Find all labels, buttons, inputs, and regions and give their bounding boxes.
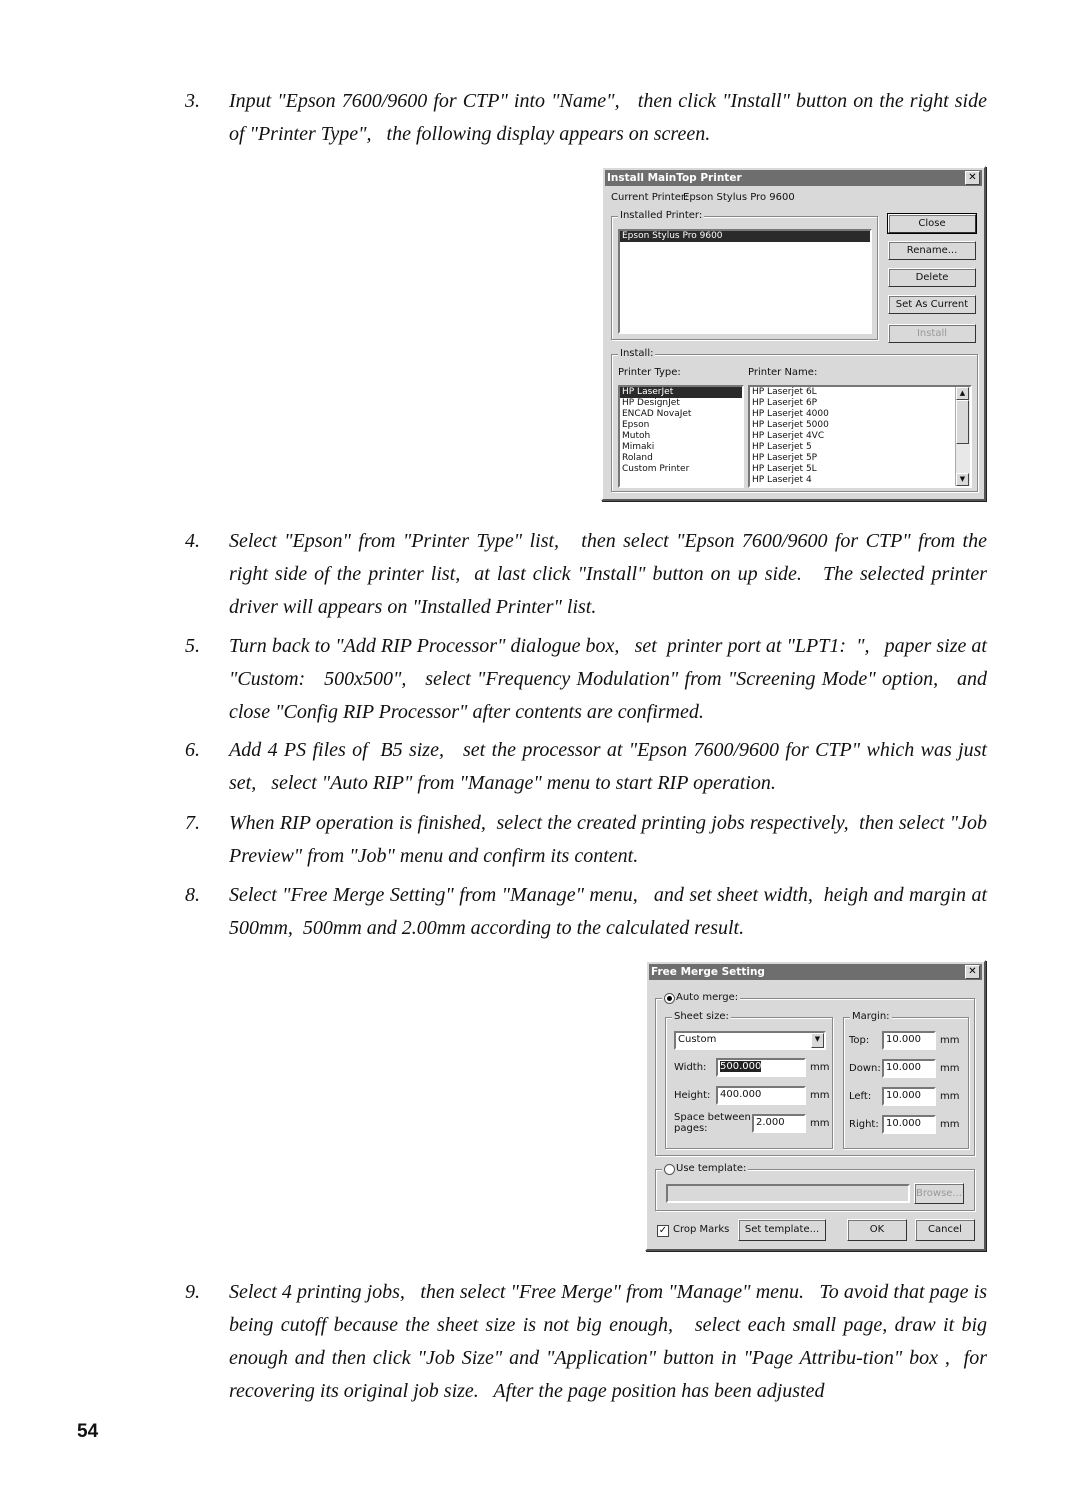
list-item[interactable]: HP Laserjet 5 — [752, 442, 812, 452]
sheet-size-value: Custom — [678, 1034, 717, 1045]
installed-printer-group — [611, 210, 878, 340]
scroll-down-icon[interactable]: ▼ — [956, 473, 969, 486]
step-5 — [185, 630, 987, 729]
printer-name-label: Printer Name: — [748, 367, 818, 378]
step-text: Input "Epson 7600/9600 for CTP" into "Name", then click "Install" button on the right side of "Printer Type", the following display appears on screen. — [229, 90, 987, 145]
list-item[interactable]: HP Laserjet 5000 — [752, 420, 829, 430]
set-as-current-button[interactable]: Set As Current — [888, 295, 976, 314]
ok-button[interactable]: OK — [847, 1219, 907, 1241]
down-field[interactable]: 10.000 — [882, 1059, 936, 1078]
printer-name-list[interactable] — [748, 385, 972, 488]
left-field[interactable]: 10.000 — [882, 1087, 936, 1106]
step-text: Turn back to "Add RIP Processor" dialogue box, set printer port at "LPT1: ", paper size at "Custom: 500x500", select "Frequency Modulation" from "Screening Mode" option, and close "Config RIP Processor" after contents are confirmed. — [229, 635, 987, 723]
sheet-size-select[interactable] — [674, 1031, 826, 1050]
space-between-label: Space between pages: — [674, 1112, 751, 1134]
browse-button[interactable]: Browse... — [914, 1183, 964, 1204]
auto-merge-group — [655, 992, 975, 1156]
auto-merge-legend — [662, 992, 740, 1003]
auto-merge-radio[interactable] — [664, 993, 675, 1004]
list-item[interactable]: Mutoh — [622, 431, 651, 441]
use-template-label: Use template: — [676, 1163, 747, 1174]
list-item[interactable]: HP Laserjet 4000 — [752, 409, 829, 419]
dialog-title: Install MainTop Printer — [607, 172, 742, 184]
top-label: Top: — [849, 1035, 870, 1046]
install-legend: Install: — [620, 348, 654, 359]
step-text: Select "Free Merge Setting" from "Manage" menu, and set sheet width, heigh and margin at 500mm, 500mm and 2.00mm according to the calculated result. — [229, 884, 987, 939]
margin-group — [843, 1011, 969, 1149]
height-label: Height: — [674, 1090, 711, 1101]
list-item[interactable]: HP Laserjet 5L — [752, 464, 817, 474]
printer-type-label: Printer Type: — [618, 367, 681, 378]
list-item[interactable]: HP Laserjet 5P — [752, 453, 818, 463]
width-label: Width: — [674, 1062, 707, 1073]
installed-printer-legend: Installed Printer: — [620, 210, 703, 221]
width-field[interactable] — [716, 1058, 806, 1077]
margin-legend: Margin: — [852, 1011, 890, 1022]
delete-button[interactable]: Delete — [888, 268, 976, 287]
step-number: 9. — [185, 1281, 200, 1303]
unit-label: mm — [810, 1118, 830, 1129]
step-4 — [185, 525, 987, 624]
right-field[interactable]: 10.000 — [882, 1115, 936, 1134]
height-field[interactable]: 400.000 — [716, 1086, 806, 1105]
set-template-button[interactable]: Set template... — [738, 1219, 826, 1241]
dialog-titlebar — [605, 170, 982, 186]
list-item[interactable]: Roland — [622, 453, 653, 463]
sheet-size-group — [665, 1011, 833, 1149]
step-number: 6. — [185, 739, 200, 761]
rename-button[interactable]: Rename... — [888, 241, 976, 260]
free-merge-dialog — [645, 960, 986, 1251]
step-3 — [185, 85, 987, 151]
unit-label: mm — [940, 1063, 960, 1074]
sheet-size-legend: Sheet size: — [674, 1011, 729, 1022]
step-7 — [185, 807, 987, 873]
printer-type-list[interactable] — [618, 385, 744, 488]
use-template-radio[interactable] — [664, 1164, 675, 1175]
list-item[interactable]: Custom Printer — [622, 464, 690, 474]
list-item[interactable]: HP Laserjet 6P — [752, 398, 818, 408]
step-text: Select 4 printing jobs, then select "Free Merge" from "Manage" menu. To avoid that page is being cutoff because the sheet size is not big enough, select each small page, draw it big enough and then click "Job Size" and "Application" button in "Page Attribu-tion" box , for recovering its original job size. After the page position has been adjusted — [229, 1281, 987, 1402]
list-item[interactable]: Epson — [622, 420, 650, 430]
use-template-legend — [662, 1163, 748, 1174]
list-item[interactable]: ENCAD NovaJet — [622, 409, 692, 419]
close-icon[interactable]: ✕ — [965, 965, 980, 979]
step-6 — [185, 734, 987, 800]
unit-label: mm — [940, 1091, 960, 1102]
down-label: Down: — [849, 1063, 881, 1074]
list-item[interactable]: HP Laserjet 4VC — [752, 431, 825, 441]
step-number: 4. — [185, 530, 200, 552]
template-path-field[interactable] — [666, 1184, 910, 1203]
right-label: Right: — [849, 1119, 879, 1130]
step-number: 3. — [185, 90, 200, 112]
crop-marks-label: Crop Marks — [673, 1224, 730, 1235]
current-printer-label: Current Printer: — [611, 192, 689, 203]
cancel-button[interactable]: Cancel — [915, 1219, 975, 1241]
step-8 — [185, 879, 987, 945]
unit-label: mm — [940, 1119, 960, 1130]
scrollbar[interactable] — [955, 387, 970, 486]
crop-marks-checkbox[interactable]: ✓ — [658, 1225, 668, 1236]
left-label: Left: — [849, 1091, 872, 1102]
list-item[interactable]: HP Laserjet 4 — [752, 475, 812, 485]
step-text: Select "Epson" from "Printer Type" list, then select "Epson 7600/9600 for CTP" from the right side of the printer list, at last click "Install" button on up side. The selected printer driver will appears on "Installed Printer" list. — [229, 530, 987, 618]
list-item[interactable]: Epson Stylus Pro 9600 — [620, 231, 870, 242]
dialog-titlebar — [649, 964, 982, 980]
list-item[interactable]: HP LaserJet — [620, 387, 742, 398]
list-item[interactable]: HP Laserjet 6L — [752, 387, 817, 397]
use-template-group — [655, 1163, 975, 1211]
scroll-thumb[interactable] — [956, 400, 969, 444]
unit-label: mm — [810, 1090, 830, 1101]
install-printer-dialog — [601, 166, 986, 501]
step-number: 5. — [185, 635, 200, 657]
list-item[interactable]: HP DesignJet — [622, 398, 680, 408]
unit-label: mm — [810, 1062, 830, 1073]
close-icon[interactable]: ✕ — [965, 171, 980, 185]
step-text: Add 4 PS files of B5 size, set the processor at "Epson 7600/9600 for CTP" which was just set, select "Auto RIP" from "Manage" menu to start RIP operation. — [229, 739, 987, 794]
current-printer-value: Epson Stylus Pro 9600 — [683, 192, 795, 203]
top-field[interactable]: 10.000 — [882, 1031, 936, 1050]
chevron-down-icon[interactable]: ▼ — [811, 1033, 824, 1048]
step-9 — [185, 1276, 987, 1408]
auto-merge-label: Auto merge: — [676, 992, 739, 1003]
list-item[interactable]: Mimaki — [622, 442, 655, 452]
step-text: When RIP operation is finished, select the created printing jobs respectively, then select "Job Preview" from "Job" menu and confirm its content. — [229, 812, 987, 867]
unit-label: mm — [940, 1035, 960, 1046]
step-number: 8. — [185, 884, 200, 906]
scroll-up-icon[interactable]: ▲ — [956, 387, 969, 400]
dialog-title: Free Merge Setting — [651, 966, 765, 978]
page-number: 54 — [77, 1421, 99, 1442]
install-group — [611, 348, 978, 492]
width-value: 500.000 — [720, 1061, 762, 1072]
step-number: 7. — [185, 812, 200, 834]
close-button[interactable]: Close — [888, 214, 976, 233]
space-between-field[interactable]: 2.000 — [752, 1114, 806, 1133]
installed-printer-list[interactable] — [618, 229, 872, 334]
install-button[interactable]: Install — [888, 324, 976, 343]
